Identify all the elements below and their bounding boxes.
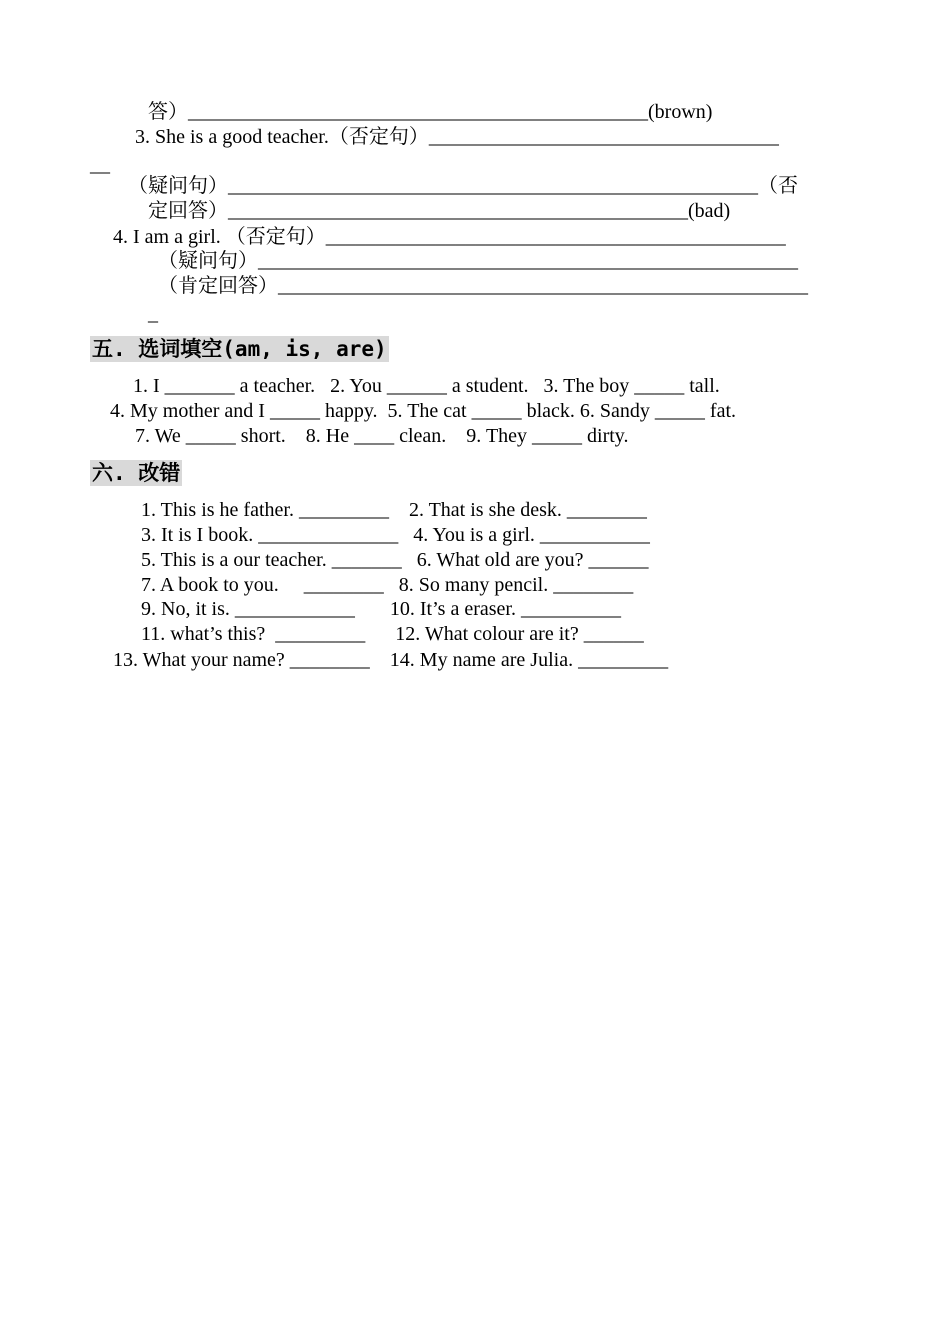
part6-line-2: 3. It is I book. ______________ 4. You is a girl. ___________ — [141, 524, 650, 546]
part6-line-3: 5. This is a our teacher. _______ 6. What old are you? ______ — [141, 549, 649, 571]
part4-line-wrap: __ — [90, 154, 110, 176]
part4-item-4: 4. I am a girl. （否定句）______________________________________________ — [113, 226, 786, 248]
section-five-heading: 五. 选词填空(am, is, are) — [92, 337, 387, 361]
part4-negative-answer-line: 定回答）______________________________________________(bad) — [148, 200, 731, 222]
part5-line-2: 4. My mother and I _____ happy. 5. The cat _____ black. 6. Sandy _____ fat. — [110, 400, 736, 422]
part6-line-4: 7. A book to you. ________ 8. So many pencil. ________ — [141, 574, 634, 596]
part4-item-3: 3. She is a good teacher.（否定句）___________________________________ — [135, 126, 779, 148]
part4-item-4-question: （疑问句）______________________________________________________ — [158, 250, 798, 272]
part5-line-3: 7. We _____ short. 8. He ____ clean. 9. They _____ dirty. — [135, 425, 629, 447]
part4-line-wrap-2: _ — [148, 303, 158, 325]
part4-item-4-positive-answer: （肯定回答）_____________________________________________________ — [158, 275, 808, 297]
part6-line-1: 1. This is he father. _________ 2. That is she desk. ________ — [141, 499, 647, 521]
part4-question-line: （疑问句）_____________________________________________________（否 — [128, 175, 798, 197]
part5-line-1: 1. I _______ a teacher. 2. You ______ a student. 3. The boy _____ tall. — [133, 375, 720, 397]
part6-line-7: 13. What your name? ________ 14. My name are Julia. _________ — [113, 649, 669, 671]
part6-line-5: 9. No, it is. ____________ 10. It’s a eraser. __________ — [141, 598, 621, 620]
part6-line-6: 11. what’s this? _________ 12. What colour are it? ______ — [141, 623, 644, 645]
part4-line-brown-answer: 答）______________________________________________(brown) — [148, 101, 713, 123]
section-six-heading: 六. 改错 — [92, 461, 181, 485]
